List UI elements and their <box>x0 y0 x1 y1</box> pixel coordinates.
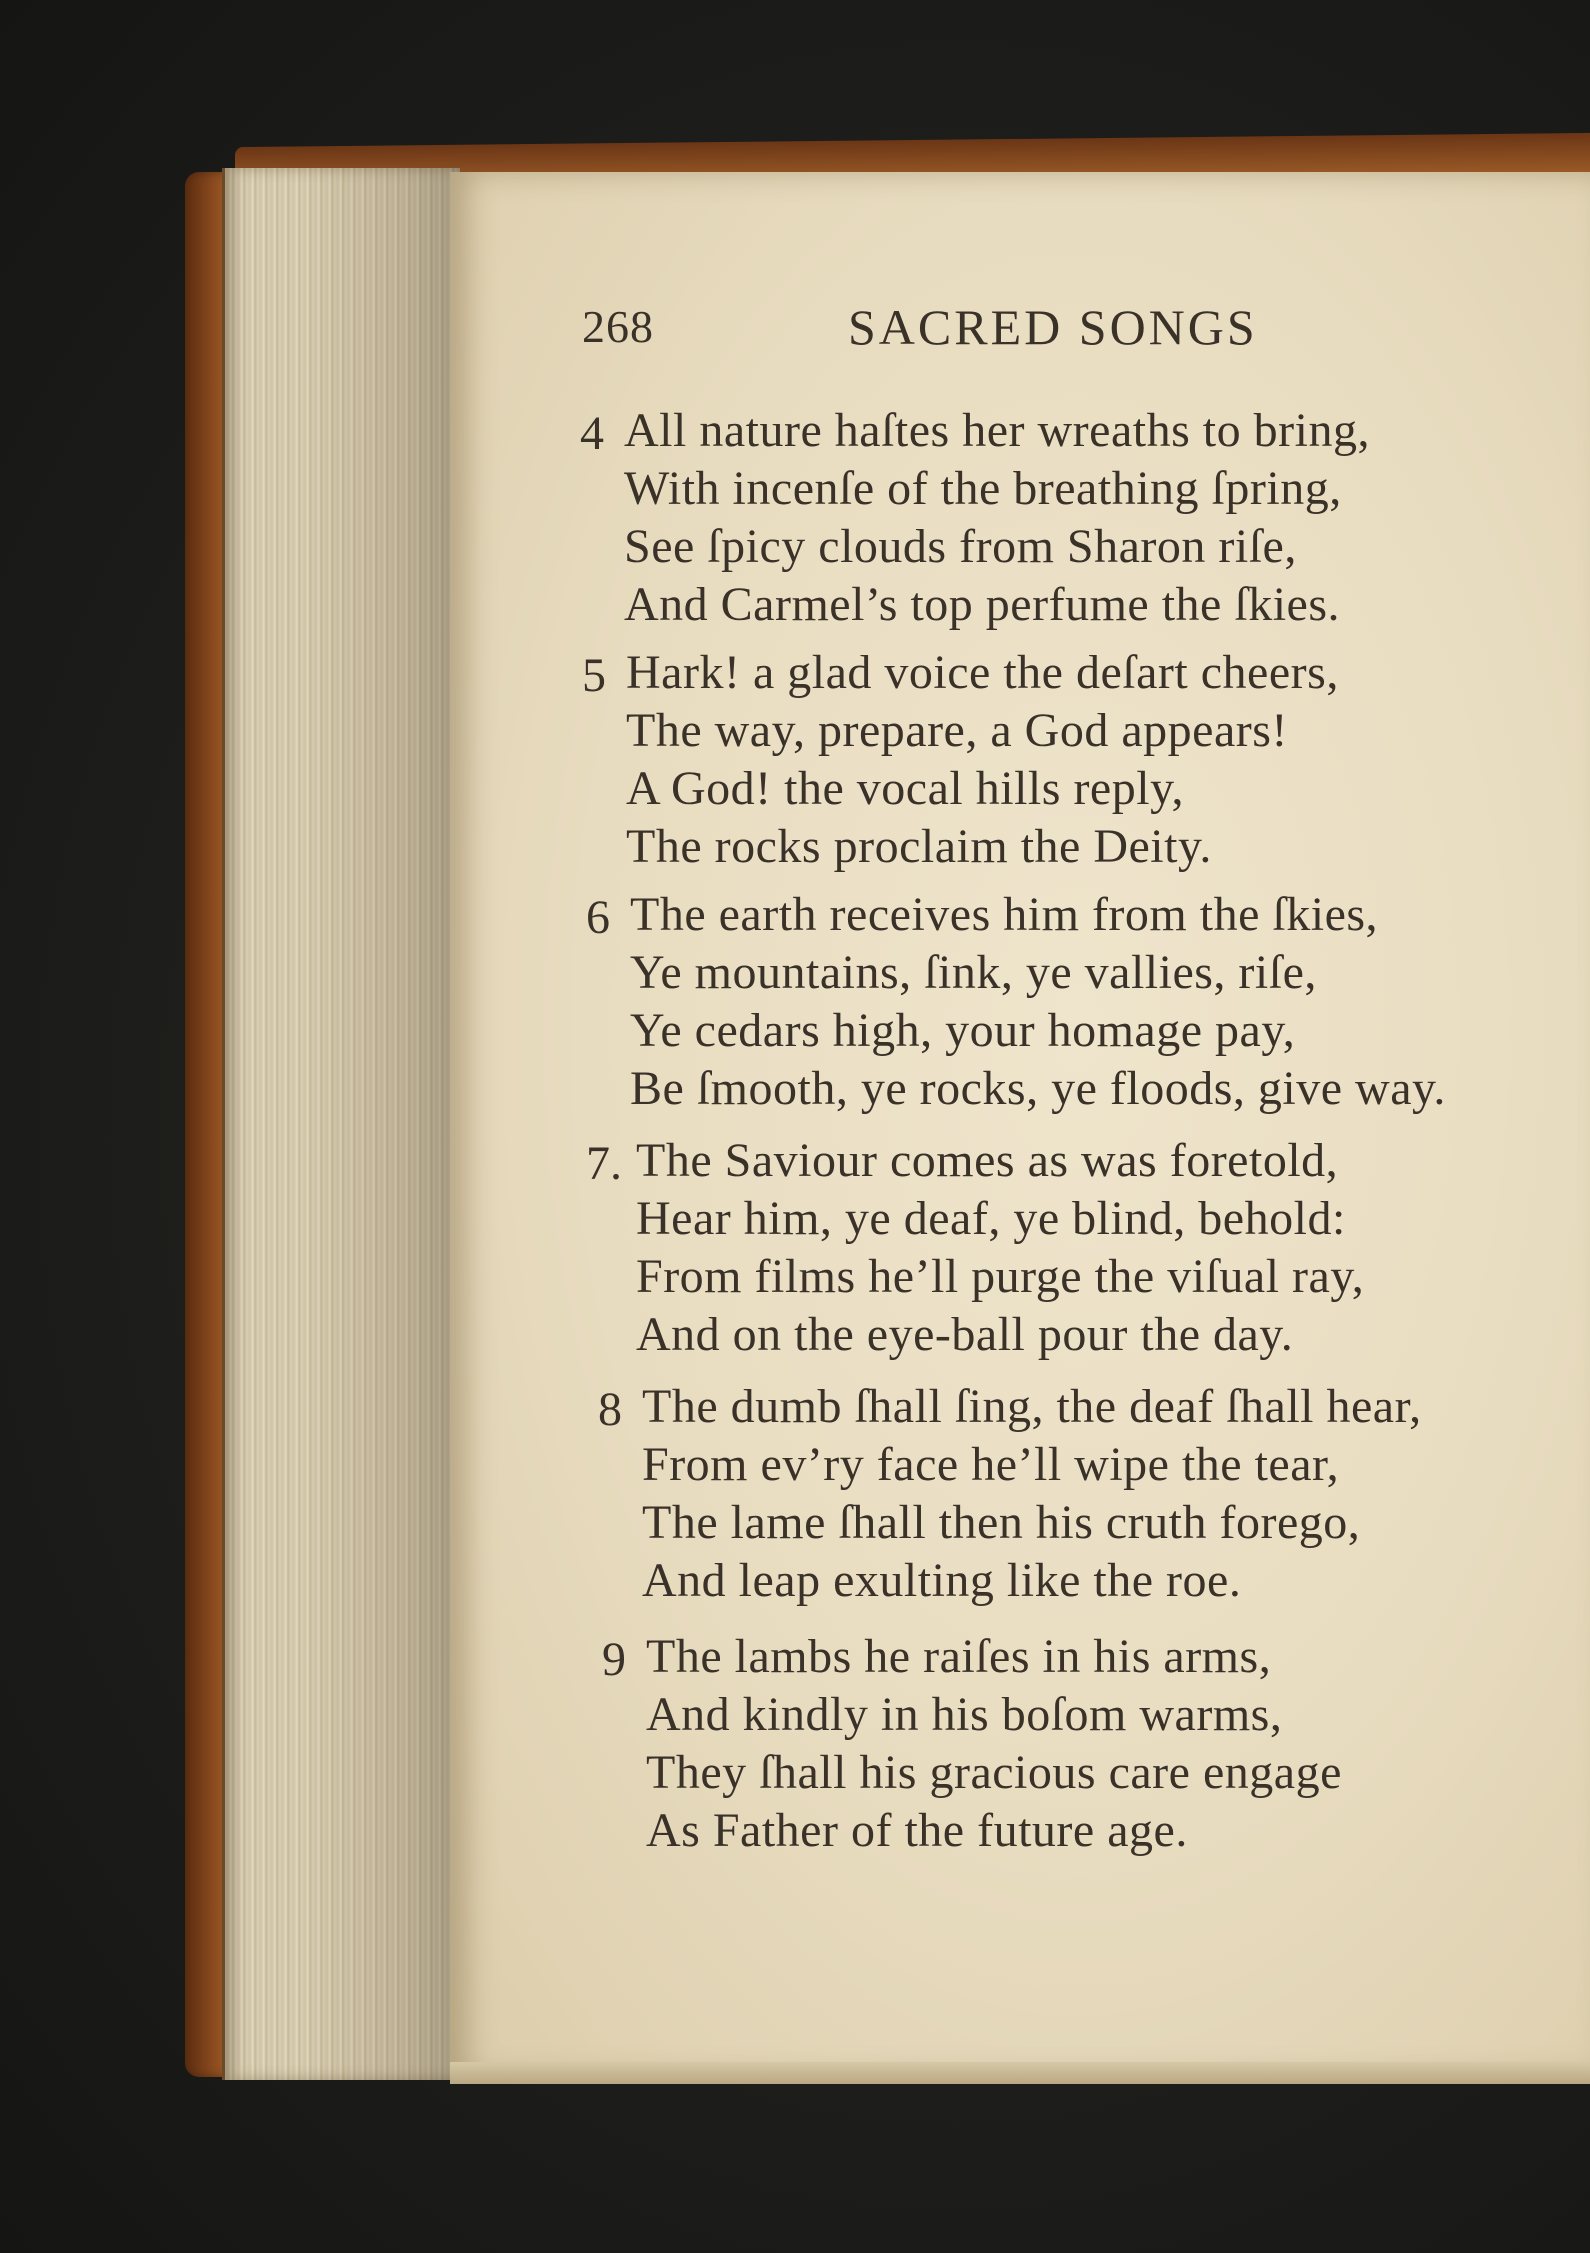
verse-line: The lambs he raiſes in his arms, <box>646 1630 1272 1683</box>
stanza-number: 7. <box>586 1137 622 1190</box>
page-number: 268 <box>582 301 654 352</box>
verse-line: The way, prepare, a God appears! <box>626 704 1288 757</box>
verse-line: The dumb ſhall ſing, the deaf ſhall hear, <box>642 1380 1422 1433</box>
verse-line: With incenſe of the breathing ſpring, <box>624 462 1342 515</box>
verse-line: The lame ſhall then his cruth forego, <box>642 1496 1361 1549</box>
verse-line: And Carmel’s top perfume the ſkies. <box>624 578 1341 631</box>
verse-line: Ye cedars high, your homage pay, <box>630 1004 1296 1057</box>
verse-line: Hear him, ye deaf, ye blind, behold: <box>636 1192 1346 1245</box>
verse-line: Be ſmooth, ye rocks, ye floods, give way. <box>630 1062 1446 1115</box>
stanza-number: 8 <box>598 1383 622 1436</box>
verse-line: And kindly in his boſom warms, <box>646 1688 1283 1741</box>
verse-line: See ſpicy clouds from Sharon riſe, <box>624 520 1297 573</box>
stanza-number: 4 <box>580 407 604 460</box>
verse-line: From ev’ry face he’ll wipe the tear, <box>642 1438 1340 1491</box>
stanza-number: 9 <box>602 1633 626 1686</box>
verse-line: All nature haſtes her wreaths to bring, <box>624 404 1370 457</box>
verse-line: A God! the vocal hills reply, <box>626 762 1184 815</box>
verse-line: The earth receives him from the ſkies, <box>630 888 1379 941</box>
verse-line: The Saviour comes as was foretold, <box>636 1134 1339 1187</box>
stanza-number: 5 <box>582 649 606 702</box>
verse-line: And leap exulting like the roe. <box>642 1554 1242 1607</box>
verse-line: Ye mountains, ſink, ye vallies, riſe, <box>630 946 1317 999</box>
verse-line: From films he’ll purge the viſual ray, <box>636 1250 1365 1303</box>
verse-line: And on the eye-ball pour the day. <box>636 1308 1294 1361</box>
running-title: SACRED SONGS <box>848 299 1258 355</box>
verse-line: Hark! a glad voice the deſart cheers, <box>626 646 1339 699</box>
verse-line: The rocks proclaim the Deity. <box>626 820 1212 873</box>
stanza-number: 6 <box>586 891 610 944</box>
verse-line: As Father of the future age. <box>646 1804 1188 1857</box>
verse-line: They ſhall his gracious care engage <box>646 1746 1342 1799</box>
